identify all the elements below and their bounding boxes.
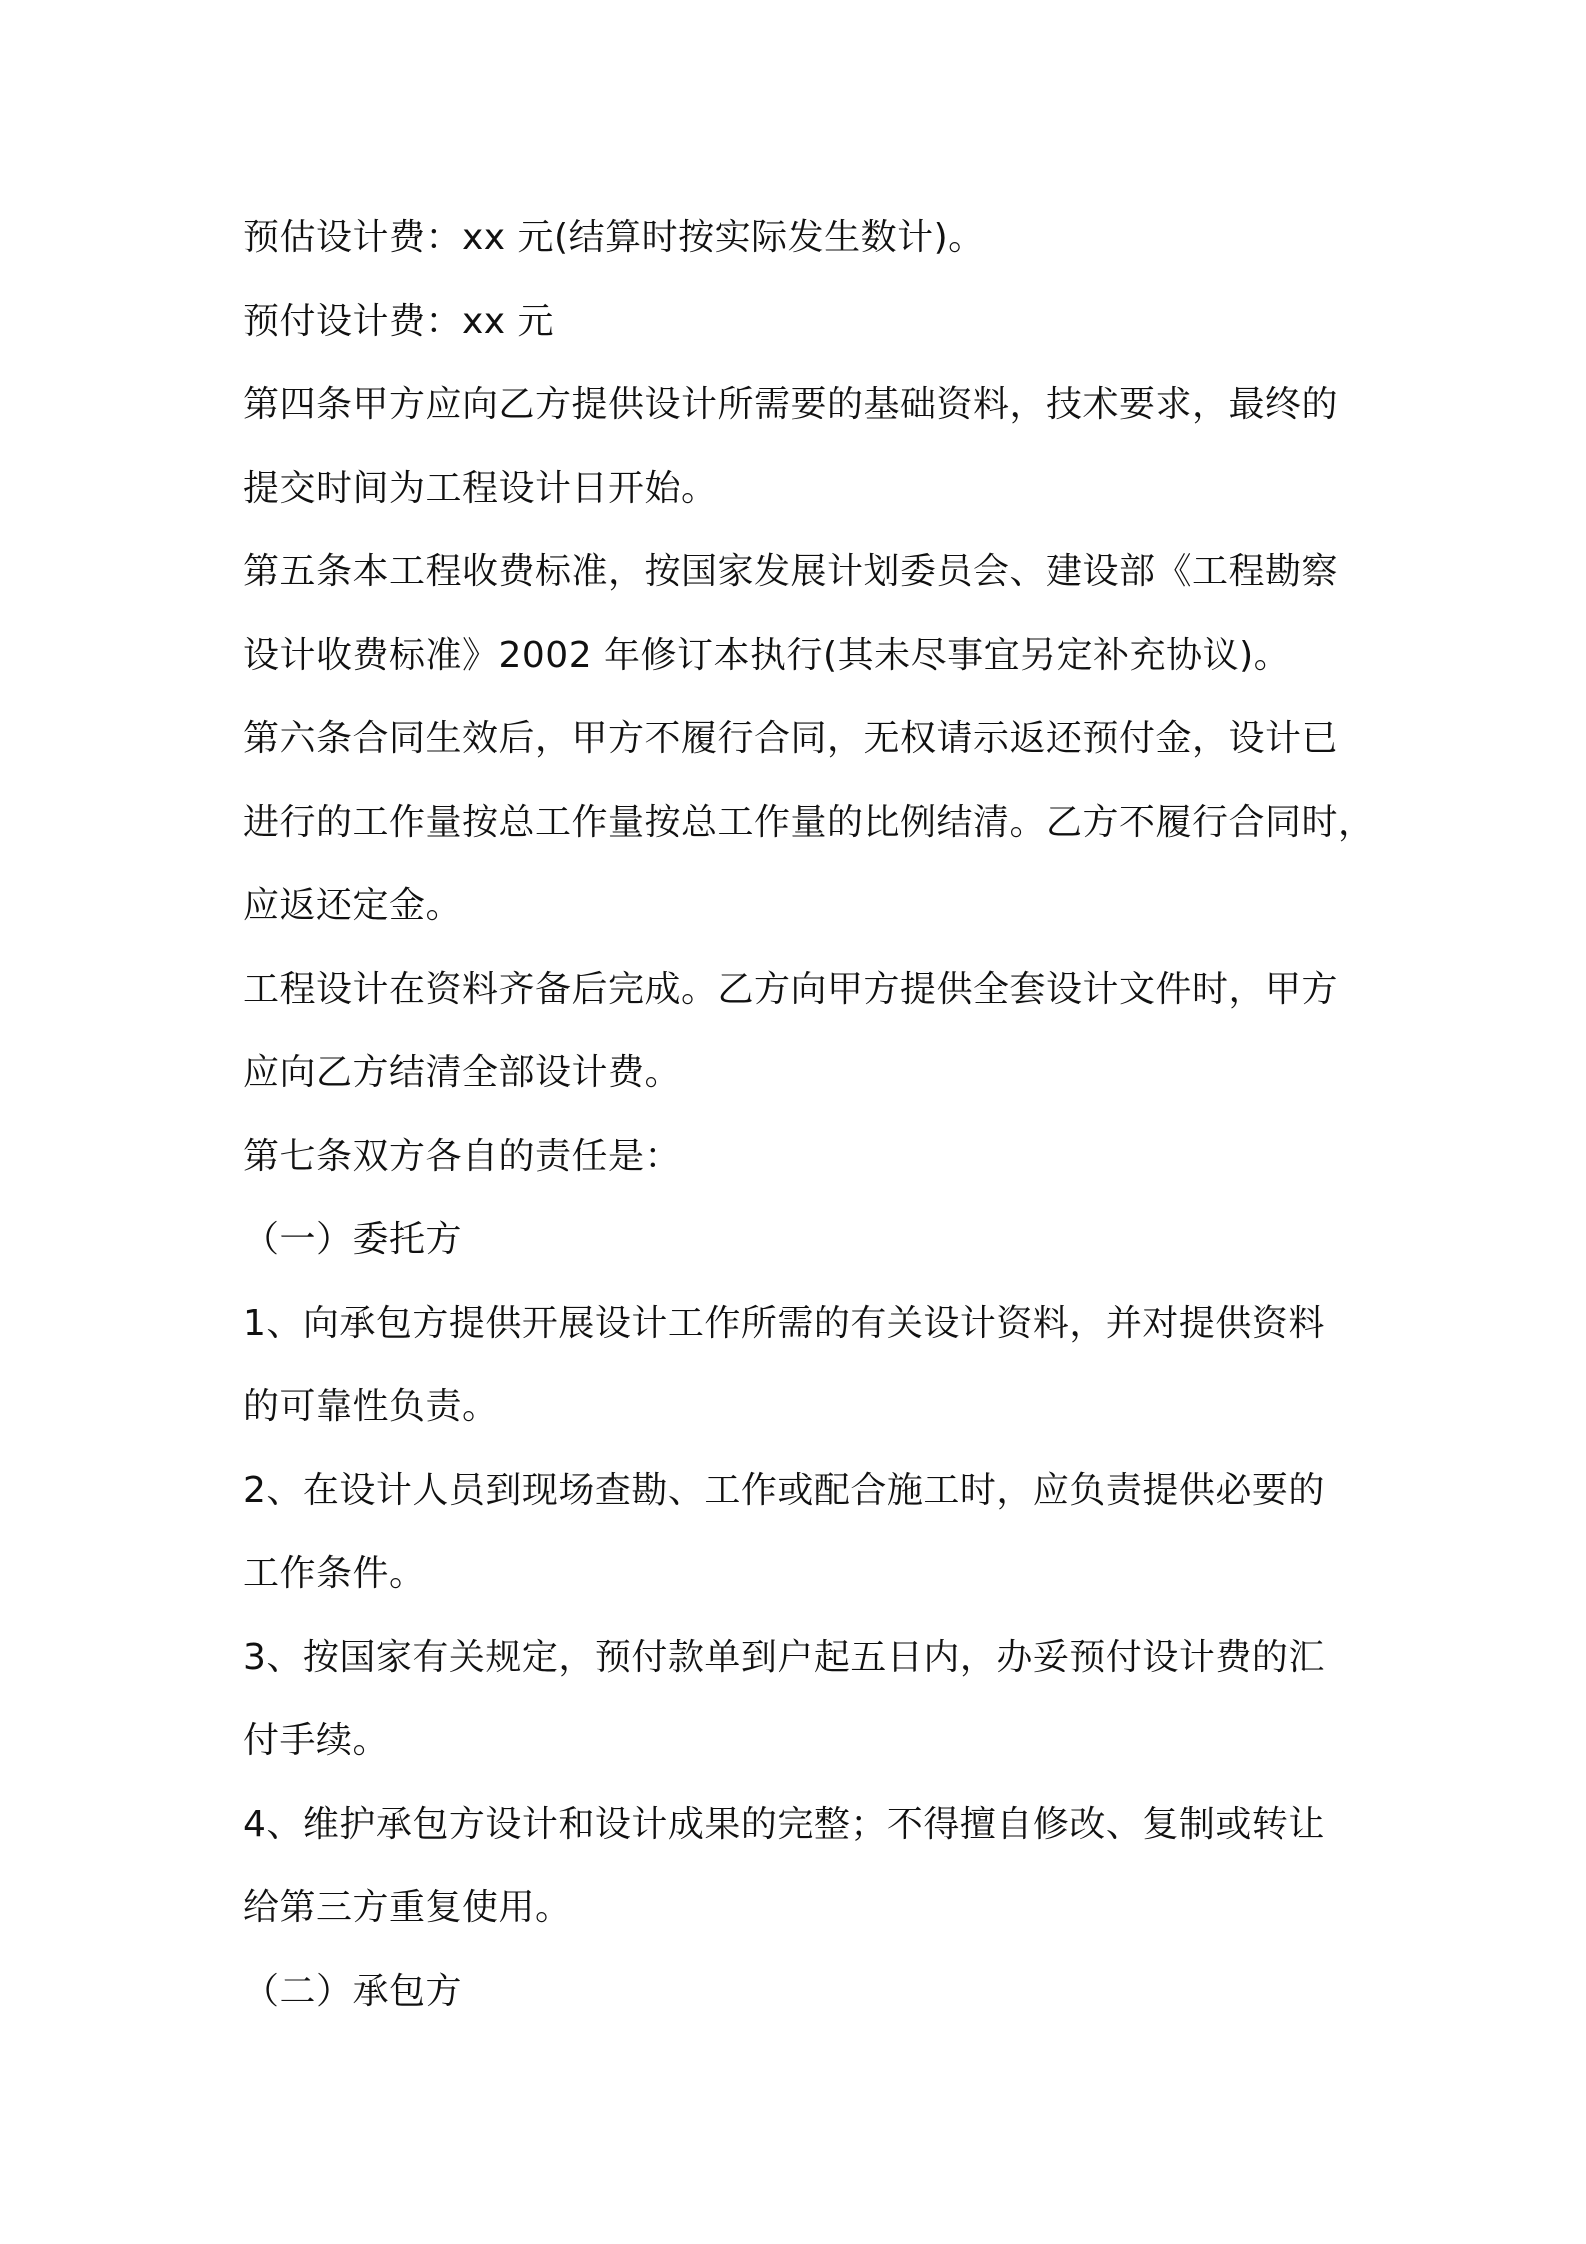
article-6-line-2: 进行的工作量按总工作量按总工作量的比例结清。乙方不履行合同时， [243, 801, 1375, 843]
client-item-4-line-1: 4、维护承包方设计和设计成果的完整；不得擅自修改、复制或转让 [243, 1803, 1325, 1845]
contractor-section-heading: （二）承包方 [243, 1970, 463, 2012]
design-completion-line-1: 工程设计在资料齐备后完成。乙方向甲方提供全套设计文件时，甲方 [243, 968, 1339, 1010]
client-item-4-line-2: 给第三方重复使用。 [243, 1887, 572, 1928]
article-6-line-1: 第六条合同生效后，甲方不履行合同，无权请示返还预付金，设计已 [243, 718, 1339, 759]
article-5-line-1: 第五条本工程收费标准，按国家发展计划委员会、建设部《工程勘察 [243, 551, 1339, 592]
client-item-1-line-1: 1、向承包方提供开展设计工作所需的有关设计资料，并对提供资料 [243, 1302, 1325, 1344]
client-item-2-line-2: 工作条件。 [243, 1553, 426, 1594]
article-4-line-1: 第四条甲方应向乙方提供设计所需要的基础资料，技术要求，最终的 [243, 384, 1339, 425]
design-completion-line-2: 应向乙方结清全部设计费。 [243, 1052, 682, 1093]
article-6-line-3: 应返还定金。 [243, 885, 463, 926]
article-7-heading: 第七条双方各自的责任是： [243, 1135, 682, 1177]
client-section-heading: （一）委托方 [243, 1219, 463, 1260]
article-5-line-2: 设计收费标准》2002 年修订本执行(其未尽事宜另定补充协议)。 [243, 634, 1291, 676]
estimated-fee-line: 预估设计费：xx 元(结算时按实际发生数计)。 [243, 217, 985, 258]
client-item-1-line-2: 的可靠性负责。 [243, 1386, 499, 1427]
article-4-line-2: 提交时间为工程设计日开始。 [243, 467, 718, 509]
client-item-3-line-1: 3、按国家有关规定，预付款单到户起五日内，办妥预付设计费的汇 [243, 1636, 1325, 1678]
client-item-3-line-2: 付手续。 [243, 1720, 390, 1761]
prepaid-fee-line: 预付设计费：xx 元 [243, 300, 555, 342]
document-body [243, 196, 1383, 2033]
client-item-2-line-1: 2、在设计人员到现场查勘、工作或配合施工时，应负责提供必要的 [243, 1469, 1325, 1511]
